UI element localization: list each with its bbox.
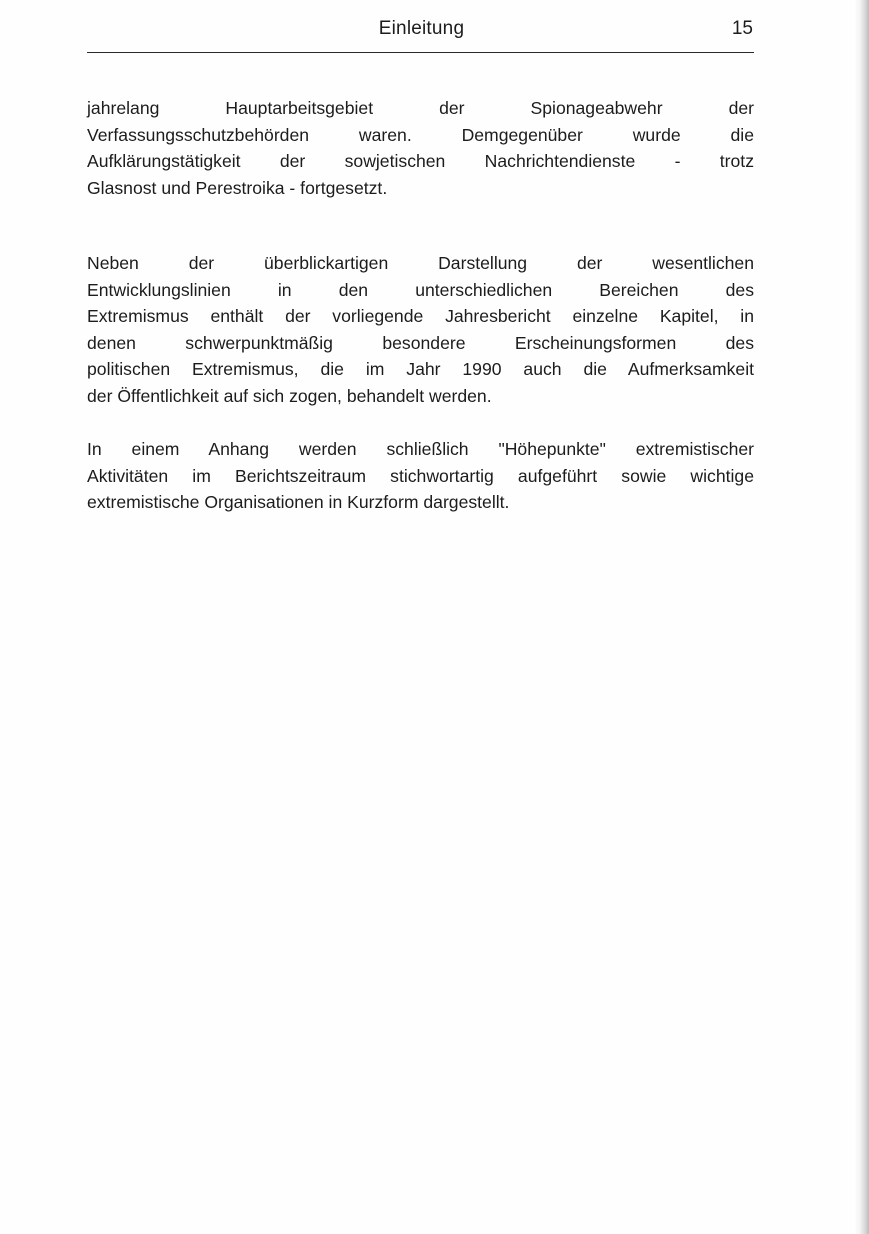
text-line: Aufklärungstätigkeit der sowjetischen Nachrichtendienste - trotz bbox=[87, 151, 754, 171]
text-line: Glasnost und Perestroika - fortgesetzt. bbox=[87, 177, 388, 198]
paragraph-1 bbox=[87, 95, 754, 201]
text-line: Aktivitäten im Berichtszeitraum stichwortartig aufgeführt sowie wichtige bbox=[87, 465, 754, 486]
text-line: politischen Extremismus, die im Jahr 1990 auch die Aufmerksamkeit bbox=[87, 359, 754, 379]
page-header bbox=[87, 15, 756, 45]
running-header-title: Einleitung bbox=[378, 18, 465, 39]
text-line: der Öffentlichkeit auf sich zogen, behandelt werden. bbox=[87, 385, 492, 406]
paragraph-3 bbox=[87, 436, 754, 516]
text-line: extremistische Organisationen in Kurzform dargestellt. bbox=[87, 492, 510, 512]
text-line: In einem Anhang werden schließlich "Höhepunkte" extremistischer bbox=[87, 439, 754, 459]
scan-page-edge bbox=[860, 0, 869, 1234]
paragraph-2 bbox=[87, 250, 754, 409]
text-line: Extremismus enthält der vorliegende Jahresbericht einzelne Kapitel, in bbox=[87, 306, 754, 326]
text-line: denen schwerpunktmäßig besondere Erscheinungsformen des bbox=[87, 332, 754, 353]
text-line: Verfassungsschutzbehörden waren. Demgegenüber wurde die bbox=[87, 124, 754, 145]
page-number: 15 bbox=[731, 18, 753, 39]
text-line: Entwicklungslinien in den unterschiedlichen Bereichen des bbox=[87, 279, 754, 300]
header-divider bbox=[87, 52, 754, 53]
text-line: Neben der überblickartigen Darstellung der wesentlichen bbox=[87, 253, 754, 273]
body-text bbox=[87, 95, 754, 516]
text-line: jahrelang Hauptarbeitsgebiet der Spionageabwehr der bbox=[87, 98, 754, 118]
